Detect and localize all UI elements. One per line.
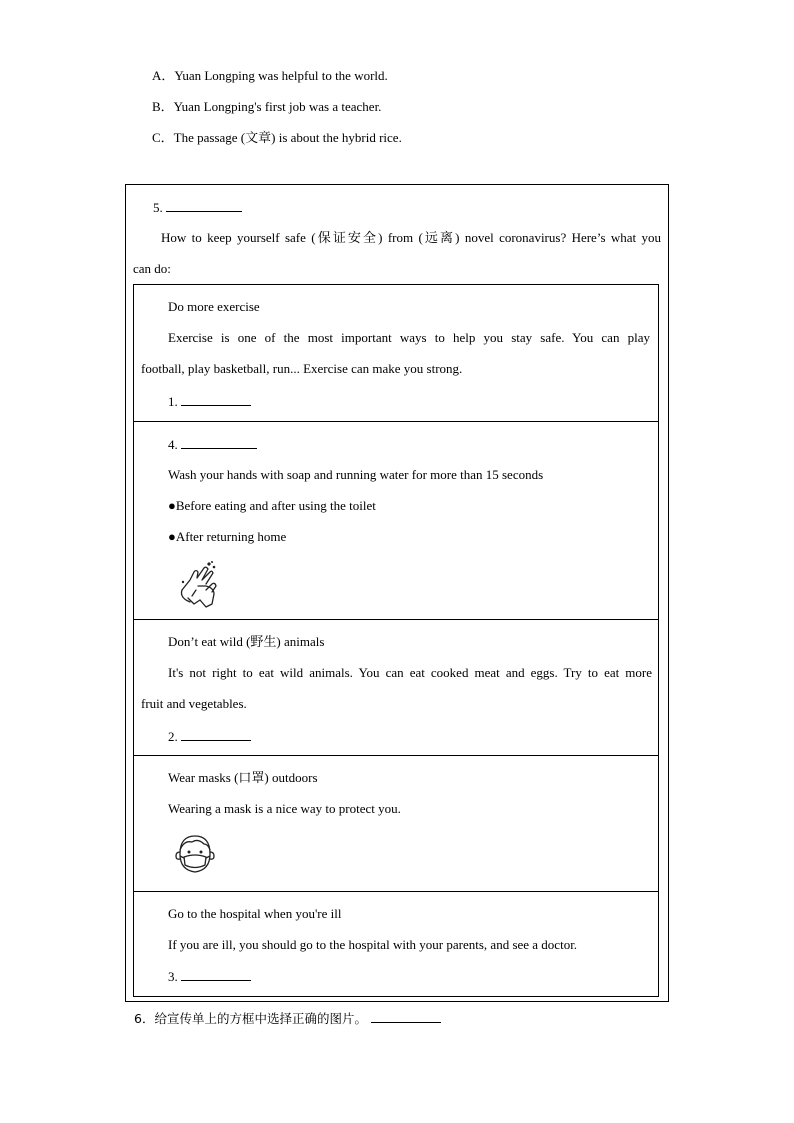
section-body-line1: Exercise is one of the most important ways to help you stay safe. You can play xyxy=(168,330,650,345)
bullet-item: ●Before eating and after using the toilet xyxy=(168,498,376,513)
section-masks xyxy=(134,755,658,892)
section-title: Don’t eat wild (野生) animals xyxy=(168,634,325,649)
masked-face-icon xyxy=(172,832,218,876)
blank-label: 3. xyxy=(168,969,178,984)
question-text: 6．给宣传单上的方框中选择正确的图片。 xyxy=(134,1011,367,1026)
section-handwashing xyxy=(134,421,658,620)
blank-1 xyxy=(168,393,251,410)
answer-blank[interactable] xyxy=(181,436,257,449)
section-title: Do more exercise xyxy=(168,299,260,314)
blank-2 xyxy=(168,728,251,745)
blank-label: 5. xyxy=(153,200,163,215)
hand-washing-icon xyxy=(176,560,220,610)
blank-label: 4. xyxy=(168,437,178,452)
section-title: Wear masks (口罩) outdoors xyxy=(168,770,318,785)
section-body-line1: It's not right to eat wild animals. You can eat cooked meat and eggs. Try to eat more xyxy=(168,665,652,680)
blank-4 xyxy=(168,436,257,453)
option-text: Yuan Longping was helpful to the world. xyxy=(174,68,388,83)
bullet-item: ●After returning home xyxy=(168,529,287,544)
option-text: Yuan Longping's first job was a teacher. xyxy=(173,99,382,114)
section-hospital xyxy=(134,891,658,999)
option-letter: C． xyxy=(152,130,174,145)
option-text: The passage (文章) is about the hybrid rice. xyxy=(173,130,402,145)
section-exercise xyxy=(134,285,658,421)
poster-intro-line2: can do: xyxy=(133,261,171,276)
answer-blank[interactable] xyxy=(181,728,251,741)
section-body-line2: football, play basketball, run... Exercise can make you strong. xyxy=(141,361,463,376)
section-wild-animals xyxy=(134,619,658,756)
safety-poster xyxy=(125,184,669,1002)
poster-inner-box xyxy=(133,284,659,997)
section-title: Go to the hospital when you're ill xyxy=(168,906,342,921)
section-body-line2: fruit and vegetables. xyxy=(141,696,247,711)
question-6 xyxy=(134,1010,441,1027)
section-line: Wash your hands with soap and running water for more than 15 seconds xyxy=(168,467,544,482)
option-b xyxy=(152,99,381,115)
section-body-line1: Wearing a mask is a nice way to protect you. xyxy=(168,801,401,816)
blank-5 xyxy=(153,199,242,216)
answer-blank[interactable] xyxy=(371,1010,441,1023)
option-a xyxy=(152,68,388,84)
section-body-line1: If you are ill, you should go to the hospital with your parents, and see a doctor. xyxy=(168,937,578,952)
answer-blank[interactable] xyxy=(166,199,242,212)
option-c xyxy=(152,130,402,146)
poster-intro-line1: How to keep yourself safe (保证安全) from (远离) novel coronavirus? Here’s what you xyxy=(161,230,661,245)
blank-label: 1. xyxy=(168,394,178,409)
blank-3 xyxy=(168,968,251,985)
blank-label: 2. xyxy=(168,729,178,744)
answer-blank[interactable] xyxy=(181,393,251,406)
option-letter: A． xyxy=(152,68,175,83)
answer-blank[interactable] xyxy=(181,968,251,981)
option-letter: B． xyxy=(152,99,174,114)
